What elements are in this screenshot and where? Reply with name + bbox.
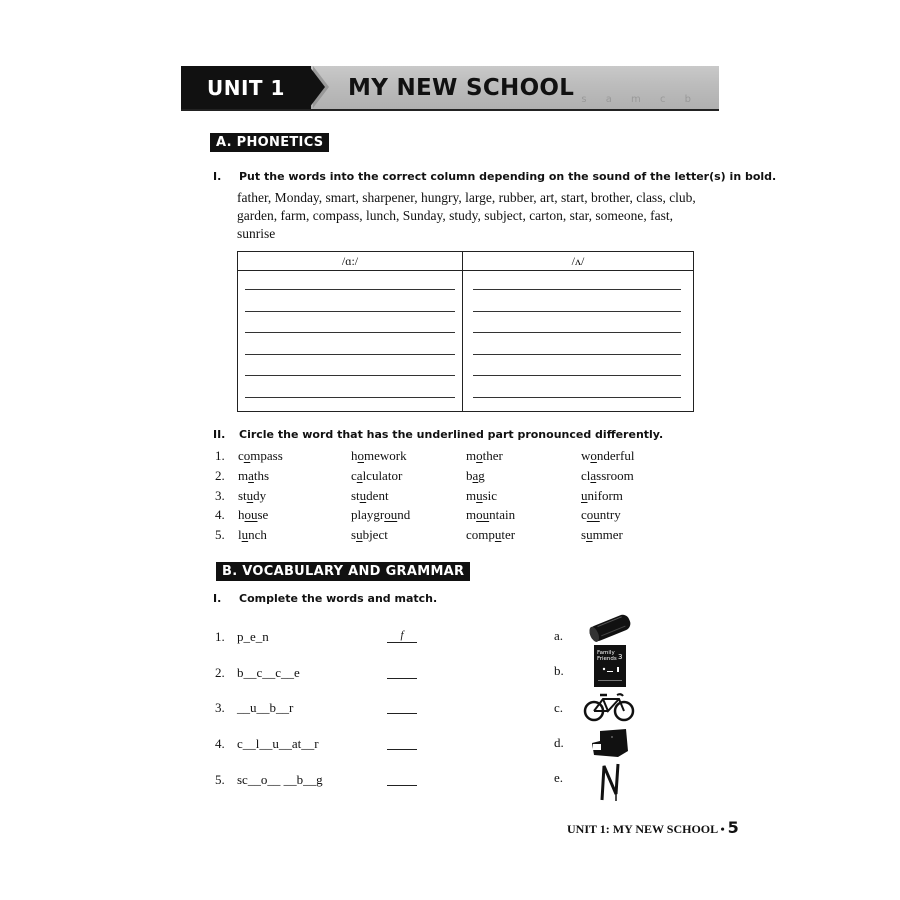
svg-text:Family: Family xyxy=(597,650,615,656)
underlined-part: o xyxy=(476,448,483,463)
incomplete-word[interactable]: __u__b__r xyxy=(237,700,294,715)
answer-line[interactable] xyxy=(473,332,681,333)
exercise-a1-instruction xyxy=(213,170,776,183)
exercise-number: I. xyxy=(213,592,222,605)
underlined-part: ou xyxy=(244,507,258,523)
match-answer-blank[interactable]: f xyxy=(387,628,417,643)
match-answer-blank[interactable] xyxy=(387,771,417,786)
question-number: 5. xyxy=(215,527,225,543)
item-number: 4. xyxy=(215,736,225,751)
answer-option-word[interactable] xyxy=(581,487,623,505)
answer-option-word[interactable] xyxy=(238,467,269,485)
instruction-text: Put the words into the correct column depending on the sound of the letter(s) in bold. xyxy=(239,170,777,183)
answer-line[interactable] xyxy=(245,332,455,333)
underlined-part: u xyxy=(356,527,363,543)
answer-line[interactable] xyxy=(473,354,681,355)
answer-option-word[interactable] xyxy=(351,506,410,524)
answer-option-word[interactable] xyxy=(351,487,389,505)
answer-line[interactable] xyxy=(245,397,455,398)
word-suffix: dent xyxy=(366,487,389,503)
answer-line[interactable] xyxy=(245,311,455,312)
column-header: /ʌ/ xyxy=(463,252,693,271)
word-prefix: c xyxy=(581,507,587,523)
bicycle-icon xyxy=(583,692,635,722)
word-prefix: st xyxy=(238,487,247,503)
answer-option-word[interactable] xyxy=(466,526,515,544)
incomplete-word[interactable]: sc__o__ __b__g xyxy=(237,772,323,787)
banner-arrow-icon xyxy=(309,66,325,108)
word-prefix: h xyxy=(238,507,245,523)
answer-line[interactable] xyxy=(245,354,455,355)
instruction-text: Circle the word that has the underlined part pronounced differently. xyxy=(239,428,664,441)
word-prefix: h xyxy=(351,448,358,463)
word-suffix: nd xyxy=(397,507,411,523)
unit-title: MY NEW SCHOOL xyxy=(348,74,575,101)
word-suffix: g xyxy=(478,467,485,483)
answer-option-word[interactable] xyxy=(466,487,497,505)
item-number: 2. xyxy=(215,665,225,680)
word-prefix: playgr xyxy=(351,507,385,523)
question-number: 1. xyxy=(215,448,225,463)
page-footer xyxy=(567,818,739,837)
answer-option-word[interactable] xyxy=(466,467,485,485)
word-prefix: m xyxy=(466,448,477,463)
answer-option-word[interactable] xyxy=(581,506,621,524)
picture-letter-c: c. xyxy=(554,700,564,715)
underlined-part: a xyxy=(590,467,597,483)
underlined-part: o xyxy=(243,448,251,463)
underlined-part: o xyxy=(590,448,597,463)
word-suffix: ths xyxy=(253,467,270,483)
underlined-part: a xyxy=(248,467,254,483)
underlined-part: ou xyxy=(476,507,490,523)
word-suffix: ssroom xyxy=(596,467,634,483)
exercise-a2-instruction xyxy=(213,428,663,441)
section-b-header: B. VOCABULARY AND GRAMMAR xyxy=(216,562,470,581)
underlined-part: u xyxy=(581,487,588,503)
match-answer-blank[interactable] xyxy=(387,699,417,714)
word-suffix: mmer xyxy=(592,527,623,543)
word-prefix: m xyxy=(238,467,249,483)
word-prefix: c xyxy=(238,448,244,463)
answer-option-word[interactable] xyxy=(238,506,268,524)
unit-banner xyxy=(181,66,719,109)
word-suffix: se xyxy=(257,507,269,523)
section-a-header: A. PHONETICS xyxy=(210,133,329,152)
answer-line[interactable] xyxy=(473,375,681,376)
footer-bullet: • xyxy=(720,822,725,836)
answer-option-word[interactable] xyxy=(238,447,283,465)
word-suffix: lculator xyxy=(362,467,403,483)
word-prefix: cl xyxy=(581,467,591,483)
word-prefix: comp xyxy=(466,527,495,543)
item-number: 5. xyxy=(215,772,225,787)
word-prefix: st xyxy=(351,487,360,503)
answer-line[interactable] xyxy=(245,289,455,290)
word-prefix: b xyxy=(466,467,473,483)
word-suffix: nch xyxy=(248,527,267,543)
word-suffix: nderful xyxy=(596,448,635,463)
underlined-part: u xyxy=(494,527,502,543)
page-number: 5 xyxy=(727,818,739,837)
unit-label: UNIT 1 xyxy=(181,66,311,109)
word-prefix: c xyxy=(351,467,357,483)
word-list: father, Monday, smart, sharpener, hungry, large, rubber, art, start, brother, class, club, garden, farm, compass, lunch, Sunday, study, subject, carton, star, someone, fast, sunrise xyxy=(237,190,696,241)
banner-faint-text: s a m c b xyxy=(581,94,699,105)
answer-line[interactable] xyxy=(473,289,681,290)
svg-text:3: 3 xyxy=(618,653,623,661)
underlined-part: a xyxy=(356,467,363,483)
match-answer-blank[interactable] xyxy=(387,664,417,679)
answer-option-word[interactable] xyxy=(466,506,515,524)
question-number: 2. xyxy=(215,467,225,483)
svg-text:Friends: Friends xyxy=(597,656,617,662)
underlined-part: o xyxy=(357,448,364,463)
match-answer-blank[interactable] xyxy=(387,735,417,750)
answer-option-word[interactable] xyxy=(581,467,634,485)
underlined-part: u xyxy=(586,527,593,543)
underlined-part: ou xyxy=(384,507,398,523)
column-header: /ɑ:/ xyxy=(238,252,462,271)
compass-icon xyxy=(598,760,624,802)
phonetics-table xyxy=(237,251,694,412)
underlined-part: ou xyxy=(586,507,600,523)
answer-option-word[interactable] xyxy=(351,447,407,465)
answer-option-word[interactable] xyxy=(238,487,266,505)
question-number: 3. xyxy=(215,487,225,503)
pencil-case-icon xyxy=(585,612,635,644)
answer-line[interactable] xyxy=(245,375,455,376)
answer-option-word[interactable] xyxy=(351,526,388,544)
word-suffix: ntain xyxy=(489,507,516,523)
word-suffix: niform xyxy=(587,487,623,503)
answer-option-word[interactable] xyxy=(351,467,402,485)
exercise-number: I. xyxy=(213,170,222,183)
word-prefix: l xyxy=(238,527,242,543)
word-suffix: dy xyxy=(253,487,267,503)
running-title: UNIT 1: MY NEW SCHOOL xyxy=(567,822,718,836)
word-suffix: mework xyxy=(364,448,407,463)
word-suffix: ther xyxy=(482,448,503,463)
word-prefix: s xyxy=(351,527,357,543)
word-prefix: w xyxy=(581,448,591,463)
word-suffix: ter xyxy=(501,527,516,543)
picture-letter-a: a. xyxy=(554,628,564,643)
picture-letter-b: b. xyxy=(554,663,564,678)
incomplete-word[interactable]: b__c__c__e xyxy=(237,665,300,680)
word-prefix: s xyxy=(581,527,587,543)
underlined-part: a xyxy=(472,467,479,483)
item-number: 1. xyxy=(215,629,225,644)
word-suffix: mpass xyxy=(250,448,283,463)
underlined-part: u xyxy=(246,487,254,503)
pencil-sharpener-icon xyxy=(590,727,630,759)
answer-option-word[interactable] xyxy=(466,447,503,465)
answer-option-word[interactable] xyxy=(238,526,267,544)
picture-letter-e: e. xyxy=(554,770,564,785)
word-prefix: m xyxy=(466,507,477,523)
picture-letter-d: d. xyxy=(554,735,564,750)
textbook-icon xyxy=(594,645,626,687)
word-suffix: sic xyxy=(482,487,498,503)
underlined-part: u xyxy=(241,527,249,543)
instruction-text: Complete the words and match. xyxy=(239,592,438,605)
answer-option-word[interactable] xyxy=(581,526,623,544)
answer-line[interactable] xyxy=(473,311,681,312)
word-suffix: bject xyxy=(362,527,388,543)
underlined-part: u xyxy=(476,487,483,503)
answer-line[interactable] xyxy=(473,397,681,398)
answer-option-word[interactable] xyxy=(581,447,634,465)
word-prefix: m xyxy=(466,487,477,503)
exercise-b1-instruction xyxy=(213,592,437,605)
incomplete-word[interactable]: p_e_n xyxy=(237,629,269,644)
underlined-part: u xyxy=(359,487,367,503)
item-number: 3. xyxy=(215,700,225,715)
question-number: 4. xyxy=(215,507,225,523)
incomplete-word[interactable]: c__l__u__at__r xyxy=(237,736,319,751)
exercise-number: II. xyxy=(213,428,226,441)
word-suffix: ntry xyxy=(599,507,621,523)
